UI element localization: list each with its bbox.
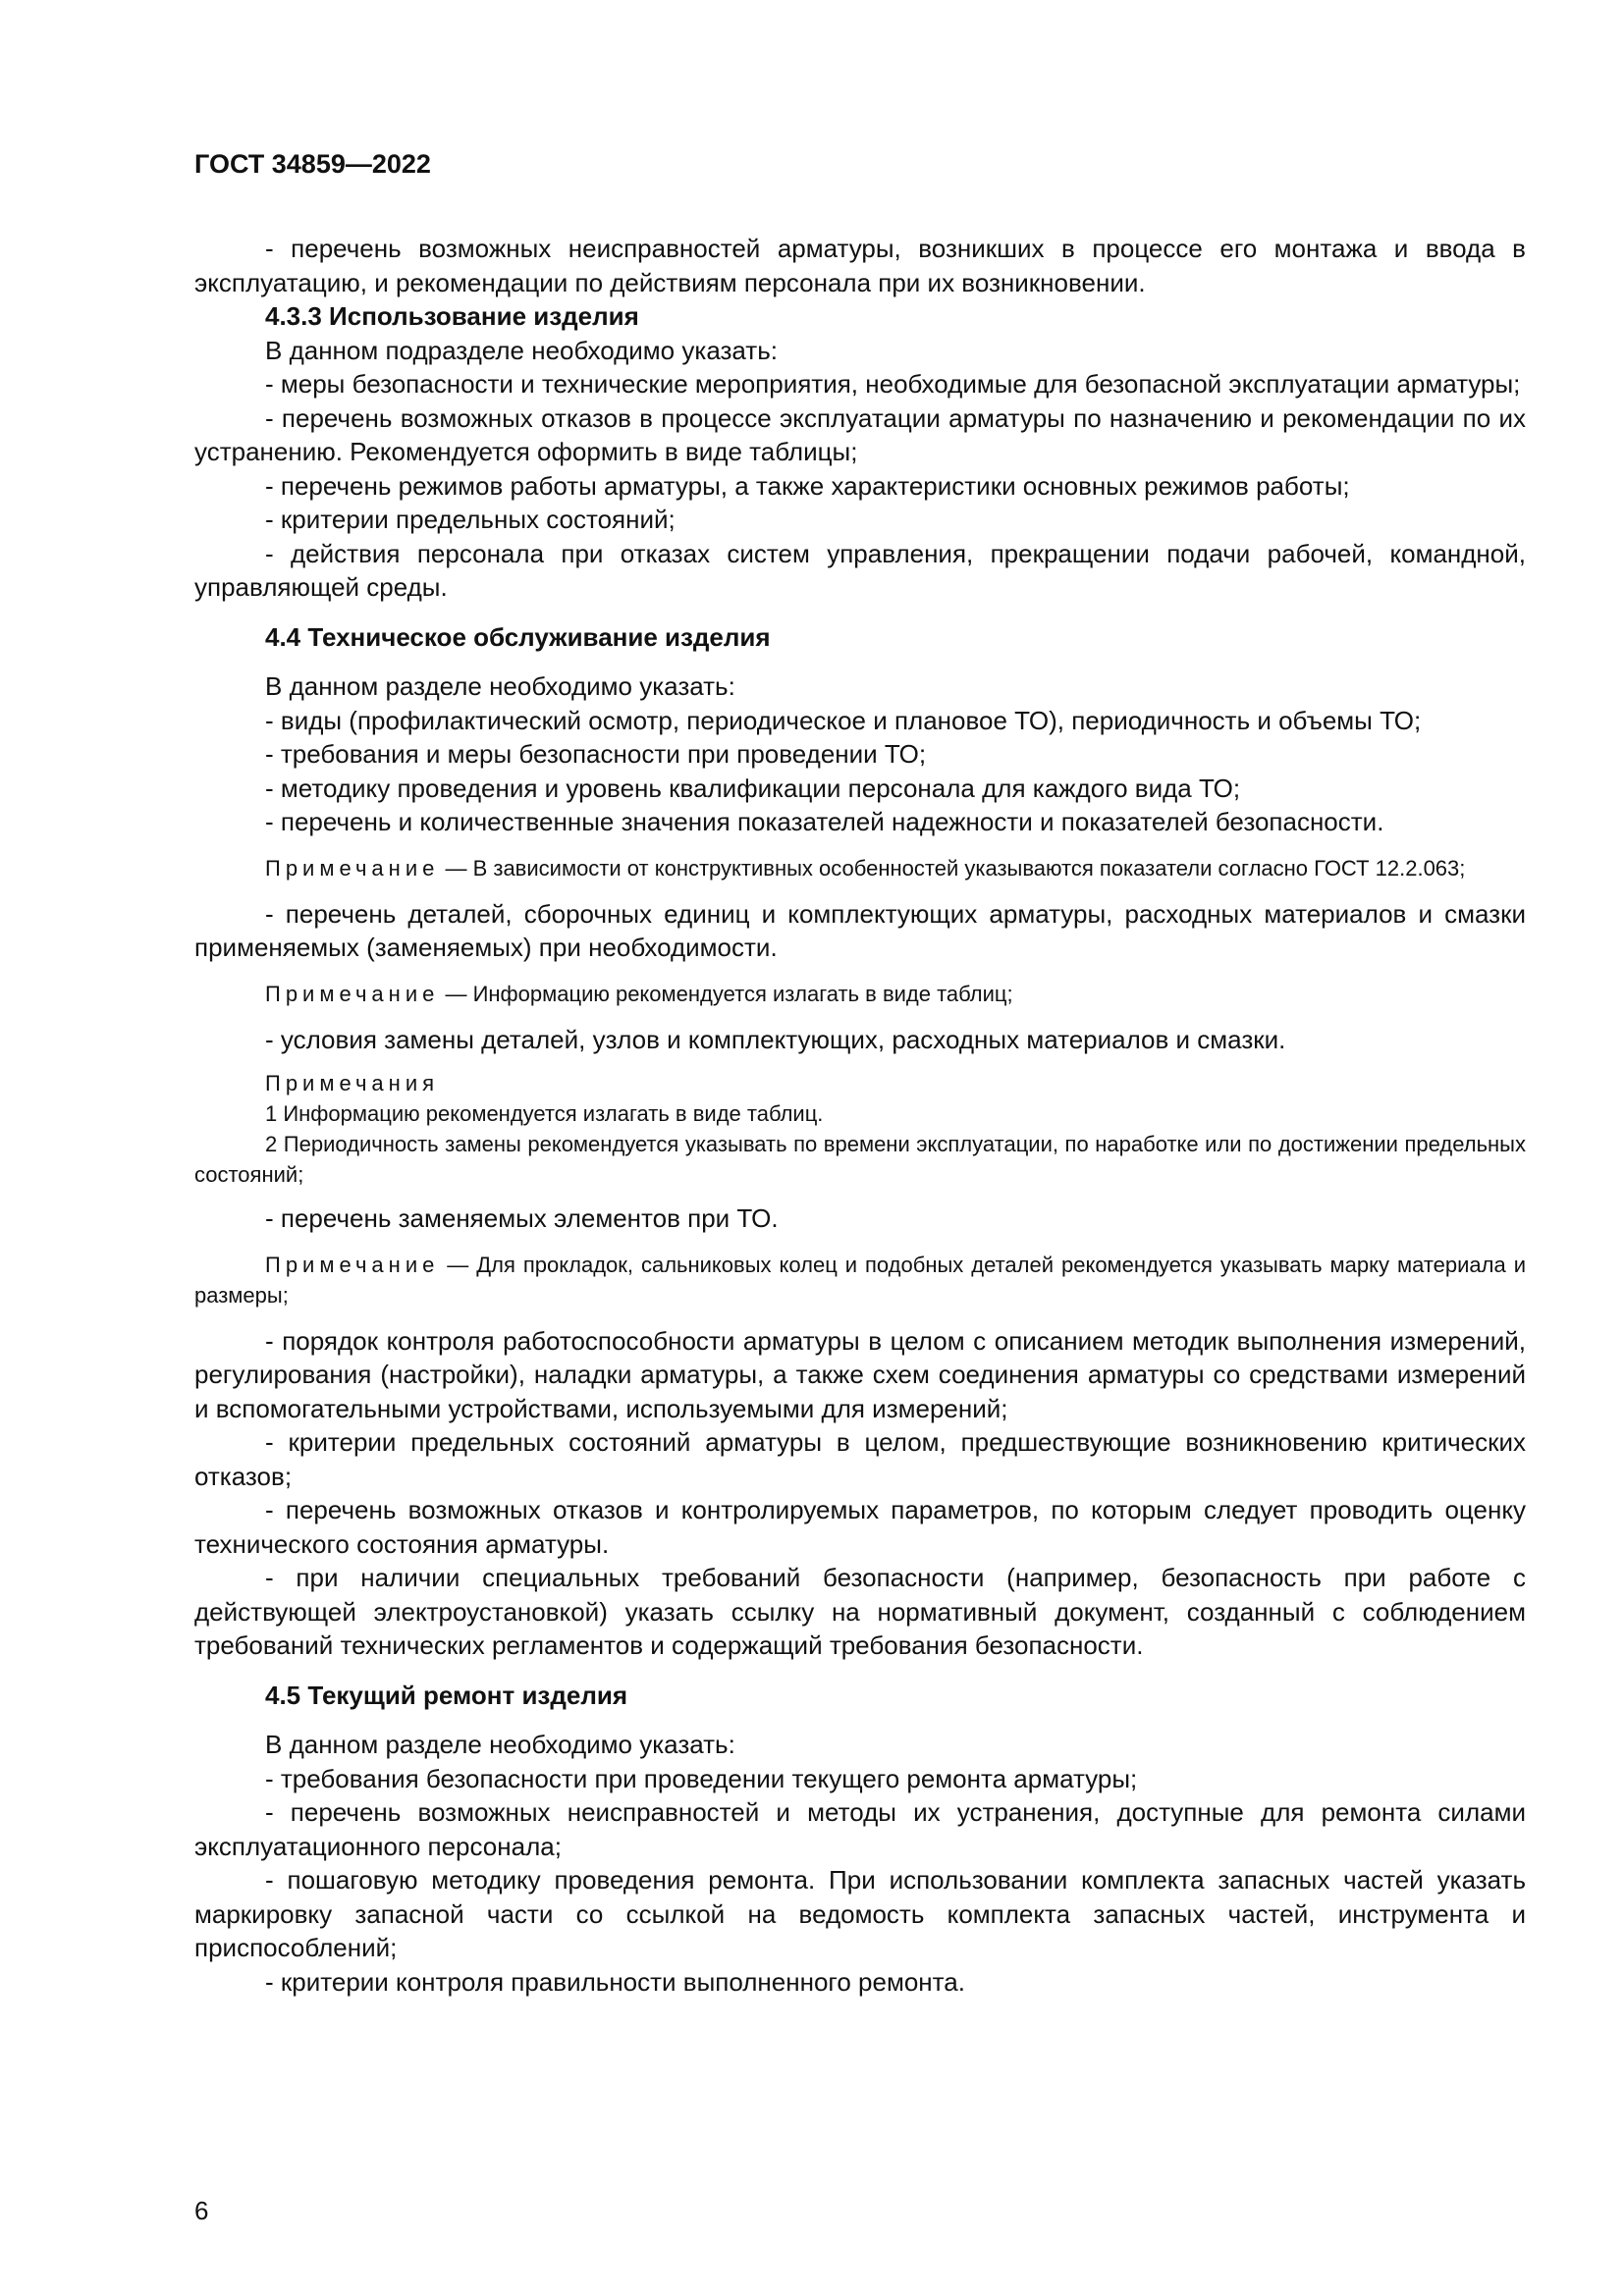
- list-item: - перечень возможных отказов и контролируемых параметров, по которым следует проводить оценку технического состояния арматуры.: [194, 1495, 1526, 1559]
- section-4-3-3-lead: В данном подразделе необходимо указать:: [265, 335, 778, 365]
- section-4-3-3: [194, 299, 1526, 605]
- section-4-5: [194, 1679, 1526, 2000]
- page-number: 6: [194, 2196, 209, 2225]
- list-item: - при наличии специальных требований безопасности (например, безопасность при работе с действующей электроустановкой) указать ссылку на нормативный документ, созданный с соблюдением требований технических регламентов и содержащий требования безопасности.: [194, 1563, 1526, 1660]
- list-item: - порядок контроля работоспособности арматуры в целом с описанием методик выполнения измерений, регулирования (настройки), наладки арматуры, а также схем соединения арматуры со средствами измерений и вспомогательными устройствами, используемыми для измерений;: [194, 1325, 1526, 1423]
- note-text: — Информацию рекомендуется излагать в виде таблиц;: [439, 981, 1013, 1006]
- note: [194, 853, 1526, 883]
- notes-block: [194, 1068, 1526, 1190]
- note-text: — В зависимости от конструктивных особенностей указываются показатели согласно ГОСТ 12.2.063;: [439, 855, 1466, 881]
- section-4-4-lead: В данном разделе необходимо указать:: [265, 671, 735, 701]
- section-4-3-3-title: 4.3.3 Использование изделия: [265, 301, 639, 331]
- section-4-4: [194, 620, 1526, 1663]
- section-4-5-lead: В данном разделе необходимо указать:: [265, 1730, 735, 1759]
- note-label: Примечание: [265, 855, 440, 881]
- section-4-4-title: 4.4 Техническое обслуживание изделия: [265, 621, 771, 652]
- note-item: 1 Информацию рекомендуется излагать в виде таблиц.: [265, 1101, 824, 1126]
- document-header: ГОСТ 34859—2022: [194, 149, 431, 179]
- intro-paragraph: - перечень возможных неисправностей арматуры, возникших в процессе его монтажа и ввода в эксплуатацию, и рекомендации по действиям персонала при их возникновении.: [194, 234, 1526, 297]
- list-item: - условия замены деталей, узлов и комплектующих, расходных материалов и смазки.: [265, 1024, 1286, 1054]
- section-4-5-title: 4.5 Текущий ремонт изделия: [265, 1680, 627, 1710]
- list-item: - перечень деталей, сборочных единиц и комплектующих арматуры, расходных материалов и смазки применяемых (заменяемых) при необходимости.: [194, 898, 1526, 962]
- note-label: Примечание: [265, 1252, 440, 1277]
- list-item: - пошаговую методику проведения ремонта. При использовании комплекта запасных частей указать маркировку запасной части со ссылкой на ведомость комплекта запасных частей, инструмента и приспособлений;: [194, 1865, 1526, 1962]
- note-item: 2 Периодичность замены рекомендуется указывать по времени эксплуатации, по наработке или по достижении предельных состояний;: [194, 1132, 1526, 1187]
- notes-label-text: Примечания: [265, 1071, 440, 1095]
- list-item: - требования безопасности при проведении текущего ремонта арматуры;: [265, 1763, 1138, 1793]
- list-item: - перечень заменяемых элементов при ТО.: [265, 1203, 779, 1233]
- notes-label: [194, 1068, 1526, 1098]
- list-item: - перечень режимов работы арматуры, а также характеристики основных режимов работы;: [265, 470, 1350, 501]
- list-item: - виды (профилактический осмотр, периодическое и плановое ТО), периодичность и объемы ТО;: [265, 705, 1422, 735]
- list-item: - меры безопасности и технические мероприятия, необходимые для безопасной эксплуатации арматуры;: [265, 369, 1521, 399]
- list-item: - методику проведения и уровень квалификации персонала для каждого вида ТО;: [265, 773, 1241, 803]
- list-item: - перечень возможных отказов в процессе эксплуатации арматуры по назначению и рекомендации по их устранению. Рекомендуется оформить в виде таблицы;: [194, 402, 1526, 466]
- list-item: - перечень и количественные значения показателей надежности и показателей безопасности.: [265, 807, 1384, 836]
- list-item: - критерии предельных состояний арматуры в целом, предшествующие возникновению критических отказов;: [194, 1427, 1526, 1491]
- list-item: - критерии контроля правильности выполненного ремонта.: [265, 1966, 965, 1997]
- note-text: — Для прокладок, сальниковых колец и подобных деталей рекомендуется указывать марку материала и размеры;: [194, 1252, 1526, 1308]
- list-item: - критерии предельных состояний;: [265, 505, 676, 534]
- document-page: [194, 147, 1526, 1999]
- note-label: Примечание: [265, 981, 440, 1006]
- list-item: - действия персонала при отказах систем управления, прекращении подачи рабочей, командной, управляющей среды.: [194, 538, 1526, 602]
- note: [194, 979, 1526, 1009]
- list-item: - требования и меры безопасности при проведении ТО;: [265, 739, 927, 769]
- note: [194, 1250, 1526, 1310]
- list-item: - перечень возможных неисправностей и методы их устранения, доступные для ремонта силами эксплуатационного персонала;: [194, 1797, 1526, 1861]
